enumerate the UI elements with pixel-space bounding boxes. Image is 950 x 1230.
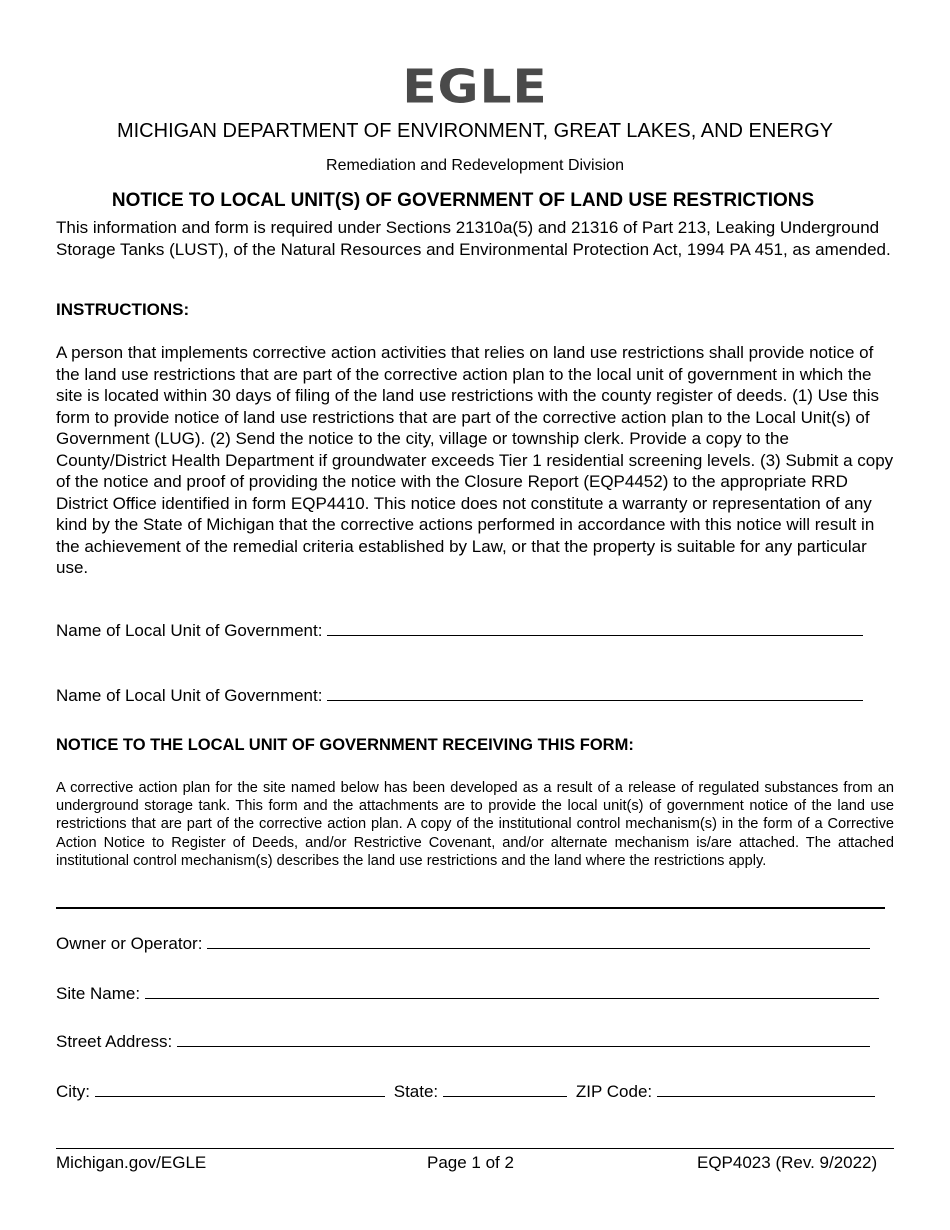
notice-heading: NOTICE TO THE LOCAL UNIT OF GOVERNMENT RECEIVING THIS FORM:: [56, 736, 634, 754]
city-state-zip-row: [56, 1081, 875, 1102]
state-label: State:: [393, 1082, 439, 1101]
owner-input[interactable]: [207, 933, 870, 949]
footer-page-number: Page 1 of 2: [427, 1153, 514, 1172]
instructions-heading: INSTRUCTIONS:: [56, 300, 190, 319]
lug-name-field-1: [56, 620, 863, 641]
lug-name-label-1: Name of Local Unit of Government:: [56, 621, 323, 640]
street-address-input[interactable]: [177, 1031, 870, 1047]
lug-name-input-1[interactable]: [327, 620, 863, 636]
instructions-paragraph: A person that implements corrective action activities that relies on land use restrictions shall provide notice of the land use restrictions that are part of the corrective action plan to the local unit of government in which the site is located within 30 days of filing of the land use restrictions with the county register of deeds. (1) Use this form to provide notice of land use restrictions that are part of the corrective action plan to the Local Unit(s) of Government (LUG). (2) Send the notice to the city, village or township clerk. Provide a copy to the County/District Health Department if groundwater exceeds Tier 1 residential screening levels. (3) Submit a copy of the notice and proof of providing the notice with the Closure Report (EQP4452) to the appropriate RRD District Office identified in form EQP4410. This notice does not constitute a warranty or representation of any kind by the State of Michigan that the corrective actions performed in accordance with this notice will result in the achievement of the remedial criteria established by Law, or that the property is suitable for any particular use.: [56, 343, 894, 577]
intro-paragraph: This information and form is required under Sections 21310a(5) and 21316 of Part 213, Leaking Underground Storage Tanks (LUST), of the Natural Resources and Environmental Protection Act, 1994 PA 451, as amended.: [56, 218, 891, 259]
notice-paragraph: A corrective action plan for the site named below has been developed as a result of a release of regulated substances from an underground storage tank. This form and the attachments are to provide the local unit(s) of government notice of the land use restrictions that are part of the corrective action plan. A copy of the institutional control mechanism(s) in the form of a Corrective Action Notice to Register of Deeds, and/or Restrictive Covenant, and/or alternate mechanism is/are attached. The attached institutional control mechanism(s) describes the land use restrictions and the land where the restrictions apply.: [56, 780, 894, 869]
city-label: City:: [56, 1082, 90, 1101]
lug-name-label-2: Name of Local Unit of Government:: [56, 686, 323, 705]
footer-form-number: EQP4023 (Rev. 9/2022): [697, 1153, 878, 1172]
zip-label: ZIP Code:: [575, 1082, 653, 1101]
site-name-input[interactable]: [145, 983, 879, 999]
city-input[interactable]: [95, 1081, 385, 1097]
footer-divider: [56, 1148, 894, 1149]
section-divider: [56, 907, 885, 909]
site-name-field: [56, 983, 879, 1004]
state-input[interactable]: [443, 1081, 567, 1097]
street-address-label: Street Address:: [56, 1032, 173, 1051]
division-name: Remediation and Redevelopment Division: [326, 157, 624, 174]
street-address-field: [56, 1031, 870, 1052]
egle-logo: EGLE: [402, 60, 548, 114]
department-name: MICHIGAN DEPARTMENT OF ENVIRONMENT, GREAT LAKES, AND ENERGY: [116, 120, 834, 142]
owner-field: [56, 933, 870, 954]
owner-label: Owner or Operator:: [56, 934, 203, 953]
site-name-label: Site Name:: [56, 984, 141, 1003]
lug-name-field-2: [56, 685, 863, 706]
zip-input[interactable]: [657, 1081, 875, 1097]
lug-name-input-2[interactable]: [327, 685, 863, 701]
footer-website: Michigan.gov/EGLE: [56, 1153, 207, 1172]
form-title: NOTICE TO LOCAL UNIT(S) OF GOVERNMENT OF LAND USE RESTRICTIONS: [111, 190, 815, 211]
